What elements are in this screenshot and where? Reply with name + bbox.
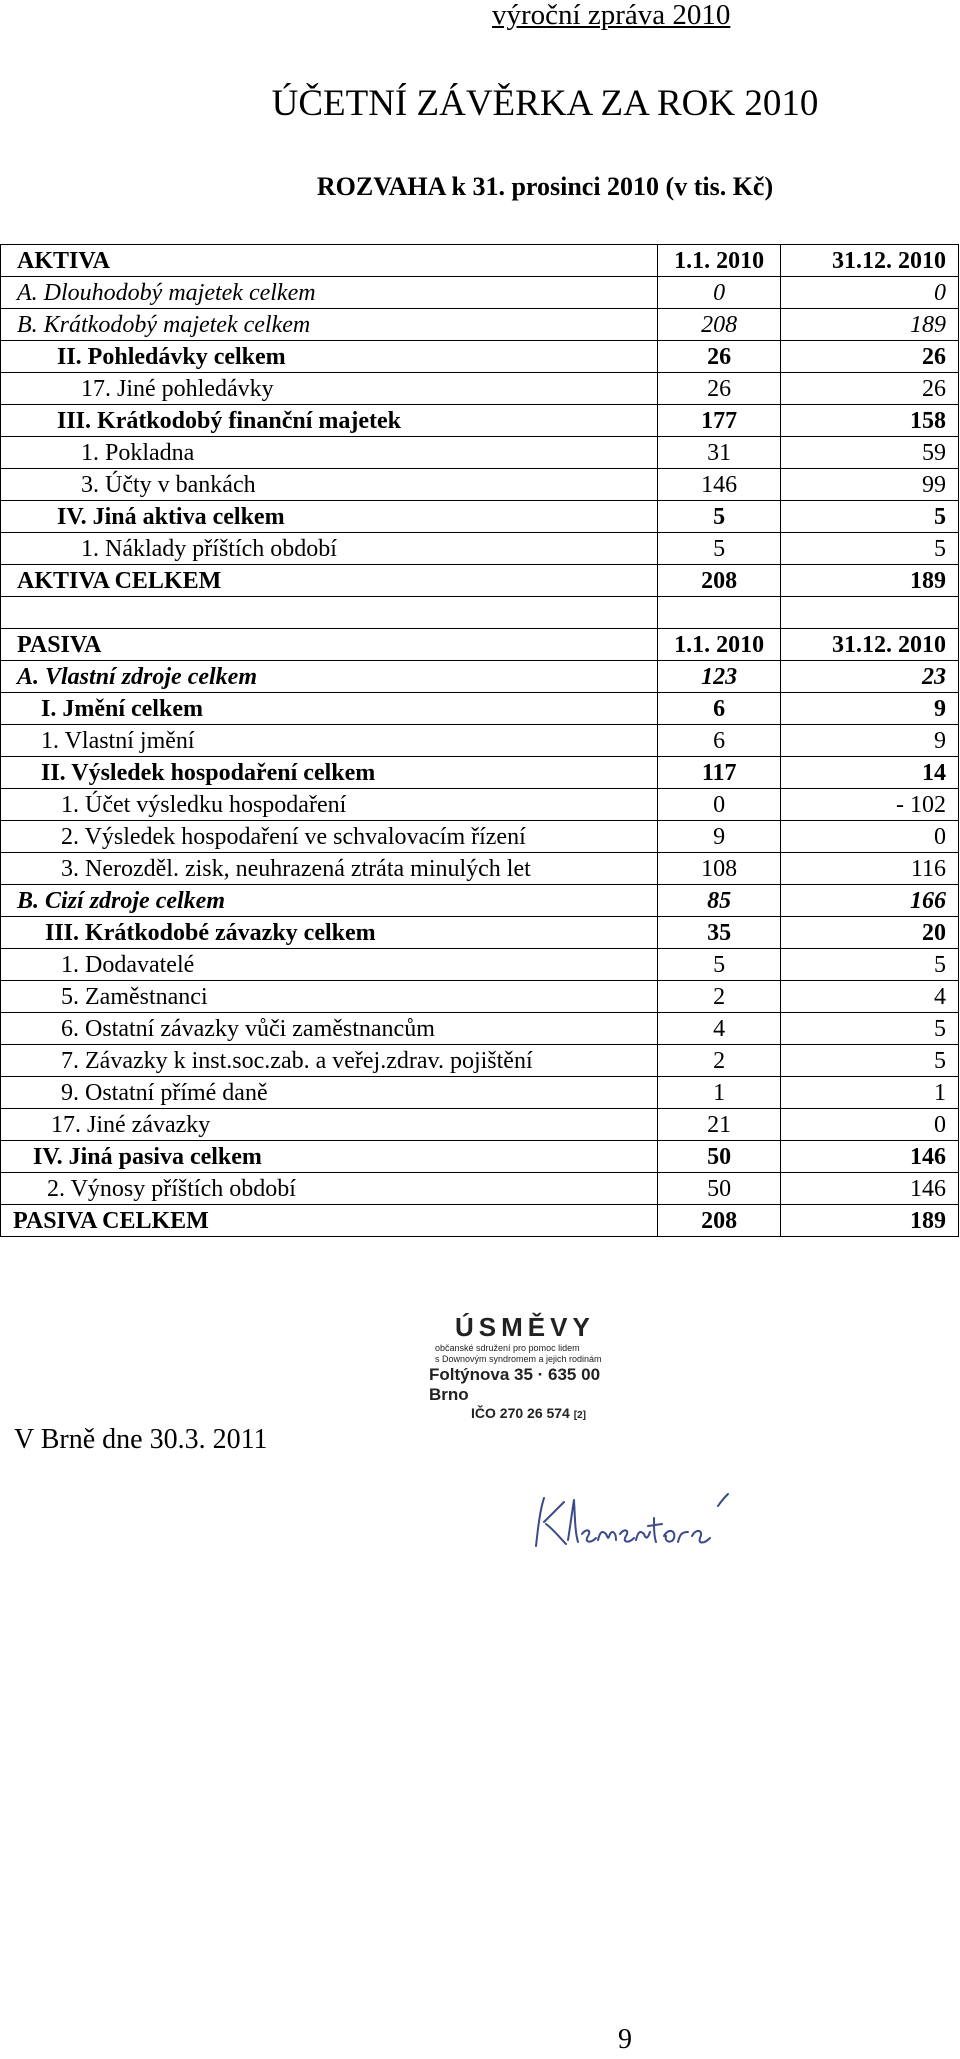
value-end: 189: [781, 565, 959, 597]
row-label: 1. Dodavatelé: [1, 949, 658, 981]
value-end: 189: [781, 1205, 959, 1237]
value-end: 23: [781, 661, 959, 693]
value-end: 31.12. 2010: [781, 245, 959, 277]
row-label: PASIVA: [1, 629, 658, 661]
value-start: 35: [658, 917, 781, 949]
value-start: 5: [658, 949, 781, 981]
row-label: 1. Pokladna: [1, 437, 658, 469]
row-label: II. Výsledek hospodaření celkem: [1, 757, 658, 789]
value-end: 9: [781, 725, 959, 757]
row-label: AKTIVA CELKEM: [1, 565, 658, 597]
value-end: 20: [781, 917, 959, 949]
value-end: 26: [781, 373, 959, 405]
value-end: 166: [781, 885, 959, 917]
value-start: 123: [658, 661, 781, 693]
place-and-date: V Brně dne 30.3. 2011: [14, 1424, 268, 1455]
row-label: 1. Účet výsledku hospodaření: [1, 789, 658, 821]
table-row: [1, 373, 959, 405]
row-label: 9. Ostatní přímé daně: [1, 1077, 658, 1109]
value-start: 26: [658, 341, 781, 373]
value-start: 26: [658, 373, 781, 405]
stamp-line: s Downovým syndromem a jejich rodinám: [435, 1354, 602, 1364]
value-end: 5: [781, 501, 959, 533]
value-start: 4: [658, 1013, 781, 1045]
value-start: 177: [658, 405, 781, 437]
value-end: 5: [781, 949, 959, 981]
value-start: 6: [658, 693, 781, 725]
table-row-spacer: [1, 597, 959, 629]
stamp-name: ÚSMĚVY: [455, 1312, 595, 1342]
value-start: [658, 597, 781, 629]
table-row: [1, 1205, 959, 1237]
value-start: 0: [658, 789, 781, 821]
row-label: AKTIVA: [1, 245, 658, 277]
value-end: 0: [781, 277, 959, 309]
row-label: III. Krátkodobé závazky celkem: [1, 917, 658, 949]
table-row: [1, 661, 959, 693]
value-end: 5: [781, 533, 959, 565]
value-start: 117: [658, 757, 781, 789]
value-start: 31: [658, 437, 781, 469]
stamp-code: [2]: [573, 1410, 586, 1421]
value-start: 5: [658, 533, 781, 565]
value-start: 2: [658, 1045, 781, 1077]
stamp-address: Foltýnova 35 · 635 00 Brno: [429, 1365, 601, 1404]
value-start: 208: [658, 565, 781, 597]
value-end: 26: [781, 341, 959, 373]
table-row: [1, 917, 959, 949]
row-label: 5. Zaměstnanci: [1, 981, 658, 1013]
row-label: 2. Výnosy příštích období: [1, 1173, 658, 1205]
stamp-ico: [471, 1405, 635, 1421]
table-row: [1, 885, 959, 917]
row-label: 1. Náklady příštích období: [1, 533, 658, 565]
row-label: B. Krátkodobý majetek celkem: [1, 309, 658, 341]
value-end: 5: [781, 1013, 959, 1045]
header-note: výroční zpráva 2010: [492, 0, 731, 31]
document-title: ÚČETNÍ ZÁVĚRKA ZA ROK 2010: [271, 83, 819, 124]
value-start: 2: [658, 981, 781, 1013]
value-start: 85: [658, 885, 781, 917]
table-row: [1, 757, 959, 789]
value-start: 21: [658, 1109, 781, 1141]
value-start: 1.1. 2010: [658, 245, 781, 277]
table-row: [1, 245, 959, 277]
table-row: [1, 1141, 959, 1173]
table-row: [1, 853, 959, 885]
value-end: [781, 597, 959, 629]
page-number: 9: [618, 2024, 632, 2055]
table-row: [1, 1045, 959, 1077]
value-end: 4: [781, 981, 959, 1013]
row-label: PASIVA CELKEM: [1, 1205, 658, 1237]
table-row: [1, 437, 959, 469]
value-start: 6: [658, 725, 781, 757]
value-end: 9: [781, 693, 959, 725]
row-label: 3. Nerozděl. zisk, neuhrazená ztráta minulých let: [1, 853, 658, 885]
row-label: 17. Jiné závazky: [1, 1109, 658, 1141]
table-row: [1, 565, 959, 597]
table-row: [1, 949, 959, 981]
value-end: 59: [781, 437, 959, 469]
value-end: - 102: [781, 789, 959, 821]
organization-stamp: [425, 1312, 635, 1421]
value-start: 208: [658, 1205, 781, 1237]
value-start: 1: [658, 1077, 781, 1109]
value-end: 1: [781, 1077, 959, 1109]
value-start: 0: [658, 277, 781, 309]
value-end: 189: [781, 309, 959, 341]
value-start: 50: [658, 1173, 781, 1205]
signature: [528, 1488, 758, 1558]
value-start: 146: [658, 469, 781, 501]
stamp-line: občanské sdružení pro pomoc lidem: [435, 1343, 580, 1353]
value-end: 116: [781, 853, 959, 885]
table-row: [1, 789, 959, 821]
value-end: 0: [781, 821, 959, 853]
value-start: 9: [658, 821, 781, 853]
value-start: 208: [658, 309, 781, 341]
row-label: 1. Vlastní jmění: [1, 725, 658, 757]
row-label: 17. Jiné pohledávky: [1, 373, 658, 405]
row-label: A. Dlouhodobý majetek celkem: [1, 277, 658, 309]
row-label: 2. Výsledek hospodaření ve schvalovacím řízení: [1, 821, 658, 853]
row-label: [1, 597, 658, 629]
table-row: [1, 277, 959, 309]
value-start: 50: [658, 1141, 781, 1173]
value-end: 14: [781, 757, 959, 789]
row-label: B. Cizí zdroje celkem: [1, 885, 658, 917]
row-label: A. Vlastní zdroje celkem: [1, 661, 658, 693]
table-row: [1, 629, 959, 661]
value-end: 5: [781, 1045, 959, 1077]
row-label: 6. Ostatní závazky vůči zaměstnancům: [1, 1013, 658, 1045]
table-row: [1, 1077, 959, 1109]
balance-sheet-title: ROZVAHA k 31. prosinci 2010 (v tis. Kč): [316, 172, 774, 201]
table-row: [1, 341, 959, 373]
value-end: 99: [781, 469, 959, 501]
table-row: [1, 821, 959, 853]
balance-sheet-table: [0, 244, 959, 1237]
value-end: 158: [781, 405, 959, 437]
row-label: III. Krátkodobý finanční majetek: [1, 405, 658, 437]
table-row: [1, 501, 959, 533]
table-row: [1, 981, 959, 1013]
table-row: [1, 1173, 959, 1205]
value-start: 5: [658, 501, 781, 533]
value-start: 108: [658, 853, 781, 885]
table-row: [1, 725, 959, 757]
row-label: IV. Jiná pasiva celkem: [1, 1141, 658, 1173]
value-end: 146: [781, 1173, 959, 1205]
value-end: 0: [781, 1109, 959, 1141]
row-label: I. Jmění celkem: [1, 693, 658, 725]
table-row: [1, 405, 959, 437]
table-row: [1, 1013, 959, 1045]
table-row: [1, 693, 959, 725]
table-row: [1, 469, 959, 501]
row-label: II. Pohledávky celkem: [1, 341, 658, 373]
table-row: [1, 1109, 959, 1141]
value-end: 31.12. 2010: [781, 629, 959, 661]
table-row: [1, 533, 959, 565]
value-start: 1.1. 2010: [658, 629, 781, 661]
row-label: 3. Účty v bankách: [1, 469, 658, 501]
value-end: 146: [781, 1141, 959, 1173]
row-label: 7. Závazky k inst.soc.zab. a veřej.zdrav. pojištění: [1, 1045, 658, 1077]
table-row: [1, 309, 959, 341]
row-label: IV. Jiná aktiva celkem: [1, 501, 658, 533]
stamp-ico-number: IČO 270 26 574: [471, 1405, 570, 1421]
